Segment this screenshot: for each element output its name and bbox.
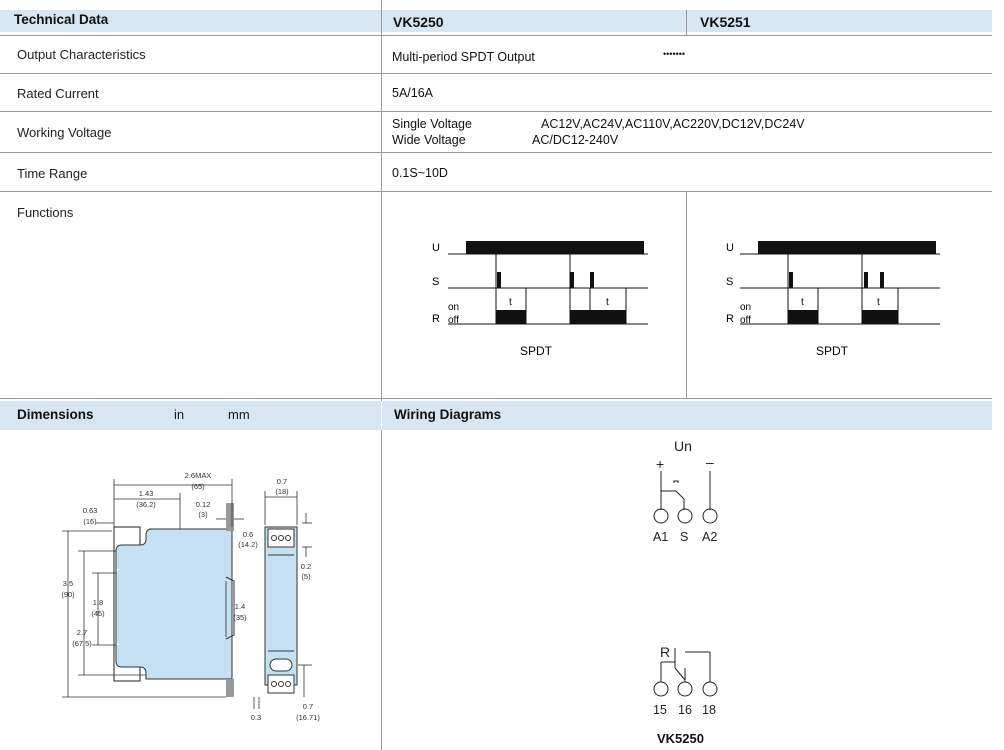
terminal-16-label: 16 [678, 703, 692, 717]
model-vk5251-heading: VK5251 [700, 14, 751, 30]
output-characteristics-label: Output Characteristics [17, 47, 146, 62]
column-divider [381, 401, 382, 430]
row-divider [0, 111, 992, 112]
s-label: S [726, 276, 734, 288]
technical-data-title: Technical Data [14, 12, 109, 27]
wiring-diagram-relay [640, 640, 740, 750]
functions-label: Functions [17, 205, 74, 220]
minus-label: – [706, 454, 714, 470]
single-voltage-label: Single Voltage [392, 117, 472, 131]
r-relay-label: R [660, 644, 671, 660]
model-vk5250-heading: VK5250 [393, 14, 444, 30]
column-divider [686, 10, 687, 35]
dimensions-drawing [40, 465, 380, 740]
svg-text:(18): (18) [275, 487, 289, 496]
output-extra-dots: ••••••• [663, 49, 686, 59]
dimensions-title: Dimensions [17, 407, 94, 422]
column-divider [686, 191, 687, 398]
off-label: off [448, 315, 459, 326]
svg-text:1.4: 1.4 [234, 602, 246, 611]
t-label: t [509, 297, 512, 308]
svg-text:2.7: 2.7 [76, 628, 88, 637]
u-label: U [432, 242, 440, 254]
spdt-caption: SPDT [520, 344, 553, 358]
svg-text:0.2: 0.2 [300, 562, 312, 571]
svg-text:(90): (90) [61, 590, 75, 599]
timing-diagram-vk5251 [712, 230, 952, 365]
column-divider [381, 0, 382, 750]
svg-text:(36.2): (36.2) [136, 500, 156, 509]
timing-diagram-vk5250 [420, 230, 660, 365]
dimensions-unit-mm: mm [228, 407, 250, 422]
wide-voltage-label: Wide Voltage [392, 133, 466, 147]
u-label: U [726, 242, 734, 254]
rated-current-label: Rated Current [17, 86, 99, 101]
on-label: on [740, 302, 752, 313]
a2-terminal-label: A2 [702, 530, 718, 544]
svg-text:(14.2): (14.2) [238, 540, 258, 549]
wiring-diagrams-title: Wiring Diagrams [394, 407, 502, 422]
time-range-label: Time Range [17, 166, 88, 181]
output-characteristics-value: Multi-period SPDT Output [392, 50, 535, 64]
svg-text:(67.5): (67.5) [72, 639, 92, 648]
single-voltage-value: AC12V,AC24V,AC110V,AC220V,DC12V,DC24V [541, 117, 805, 131]
time-range-value: 0.1S~10D [392, 166, 448, 180]
row-divider [0, 35, 992, 36]
svg-text:0.12: 0.12 [195, 500, 211, 509]
svg-text:2.6MAX: 2.6MAX [184, 471, 212, 480]
plus-label: + [656, 456, 665, 472]
spdt-caption: SPDT [816, 344, 849, 358]
working-voltage-label: Working Voltage [17, 125, 112, 140]
row-divider [0, 152, 992, 153]
dimensions-unit-in: in [174, 407, 185, 422]
row-divider [0, 73, 992, 74]
svg-text:(65): (65) [191, 482, 205, 491]
svg-text:0.6: 0.6 [242, 530, 254, 539]
s-terminal-label: S [680, 530, 689, 544]
svg-text:3.5: 3.5 [62, 579, 74, 588]
svg-text:0.7: 0.7 [302, 702, 314, 711]
svg-text:(45): (45) [91, 609, 105, 618]
t-label: t [877, 297, 880, 308]
r-label: R [726, 313, 734, 325]
svg-text:1.43: 1.43 [138, 489, 154, 498]
technical-data-header [0, 10, 992, 32]
a1-terminal-label: A1 [653, 530, 669, 544]
terminal-15-label: 15 [653, 703, 667, 717]
svg-text:(3): (3) [198, 510, 208, 519]
svg-text:(35): (35) [233, 613, 247, 622]
svg-text:(16): (16) [83, 517, 97, 526]
wiring-diagram-supply [640, 435, 730, 550]
row-divider [0, 398, 992, 399]
t-label: t [801, 297, 804, 308]
svg-text:1.8: 1.8 [92, 598, 104, 607]
r-label: R [432, 313, 440, 325]
svg-text:0.63: 0.63 [82, 506, 98, 515]
t-label: t [606, 297, 609, 308]
un-label: Un [674, 438, 692, 454]
svg-text:0.3: 0.3 [250, 713, 262, 722]
rated-current-value: 5A/16A [392, 86, 434, 100]
wiring-model-label: VK5250 [657, 731, 704, 746]
svg-text:(16.71): (16.71) [296, 713, 320, 722]
on-label: on [448, 302, 460, 313]
svg-text:(5): (5) [301, 572, 311, 581]
wide-voltage-value: AC/DC12-240V [532, 133, 619, 147]
svg-text:0.7: 0.7 [276, 477, 288, 486]
row-divider [0, 191, 992, 192]
terminal-18-label: 18 [702, 703, 716, 717]
s-label: S [432, 276, 440, 288]
off-label: off [740, 315, 751, 326]
